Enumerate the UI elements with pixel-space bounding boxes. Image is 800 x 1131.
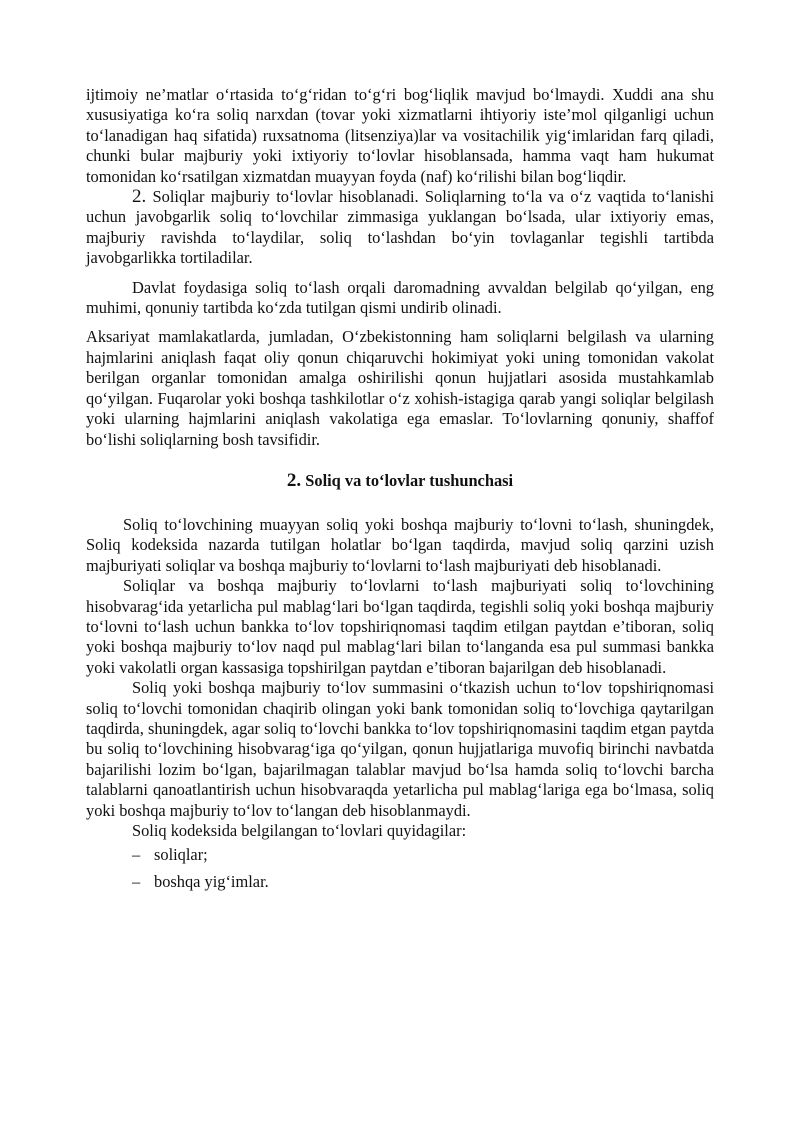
dash-marker: – bbox=[132, 845, 141, 865]
dash-marker: – bbox=[132, 871, 141, 891]
document-page bbox=[86, 85, 714, 898]
heading-title: Soliq va to‘lovlar tushunchasi bbox=[301, 470, 514, 490]
list-item bbox=[86, 845, 714, 865]
paragraph-obligation-fulfilled: Soliqlar va boshqa majburiy to‘lovlarni to‘lash majburiyati soliq to‘lovchining hisobvarag‘ida yetarlicha pul mablag‘lari bo‘lgan taqdirda, tegishli soliq yoki boshqa majburiy to‘lovni to‘lash uchun bankka to‘lov topshiriqnomasi taqdim etilgan paytdan e’tiboran, soliq yoki boshqa majburiy to‘lov naqd pul mablag‘lari bilan to‘langanda esa pul summasi bankka yoki vakolatli organ kassasiga topshirilgan paytdan e’tiboran bajarilgan deb hisoblanadi. bbox=[86, 576, 714, 677]
paragraph-continuation: ijtimoiy ne’matlar o‘rtasida to‘g‘ridan to‘g‘ri bog‘liqlik mavjud bo‘lmaydi. Xuddi ana shu xususiyatiga ko‘ra soliq narxdan (tovar yoki xizmatlarni ihtiyoriy iste’mol qilganligi uchun to‘lanadigan haq sifatida) ruxsatnoma (litsenziya)lar va vositachilik yig‘imlaridan farq qiladi, chunki bular majburiy yoki ixtiyoriy to‘lovlar hisoblansada, hamma vaqt ham hukumat tomonidan ko‘rsatilgan xizmatdan muayyan foyda (naf) ko‘rilishi bilan bog‘liqdir. bbox=[86, 85, 714, 186]
list-intro: Soliq kodeksida belgilangan to‘lovlari quyidagilar: bbox=[132, 821, 467, 840]
item-number: 2. bbox=[132, 186, 147, 208]
paragraph-not-considered-paid: Soliq yoki boshqa majburiy to‘lov summasini o‘tkazish uchun to‘lov topshiriqnomasi soliq to‘lovchi tomonidan chaqirib olingan yoki bank tomonidan soliq to‘lovchiga qaytarilgan taqdirda, shuningdek, agar soliq to‘lovchi bankka to‘lov topshiriqnomasini taqdim etgan paytda bu soliq to‘lovchining hisobvarag‘iga qo‘yilgan, qonun hujjatlariga muvofiq birinchi navbatda bajarilishi lozim bo‘lgan, bajarilmagan talablar mavjud bo‘lsa hamda soliq to‘lovchi barcha talablarni qanoatlantirish uchun hisobvaraqda yetarlicha pul mablag‘lariga ega bo‘lmasa, soliq yoki boshqa majburiy to‘lov to‘langan deb hisoblanmaydi. bbox=[86, 678, 714, 820]
paragraph-obligation-definition: Soliq to‘lovchining muayyan soliq yoki boshqa majburiy to‘lovni to‘lash, shuningdek, Soliq kodeksida nazarda tutilgan holatlar bo‘lgan taqdirda, mavjud soliq qarzini uzish majburiyati soliqlar va boshqa majburiy to‘lovlarni to‘lash majburiyati deb hisoblanadi. bbox=[86, 514, 714, 575]
paragraph-state-revenue: Davlat foydasiga soliq to‘lash orqali daromadning avvaldan belgilab qo‘yilgan, eng muhimi, qonuniy tartibda ko‘zda tutilgan qismi undirib olinadi. bbox=[86, 277, 714, 318]
list-item-text: soliqlar; bbox=[154, 845, 208, 865]
item-text: Soliqlar majburiy to‘lovlar hisoblanadi. Soliqlarning to‘la va o‘z vaqtida to‘lanishi uchun javobgarlik soliq to‘lovchilar zimmasiga yuklangan bo‘lsada, ular ixtiyoriy emas, majburiy ravishda to‘laydilar, soliq to‘lashdan bo‘yin tovlaganlar tegishli tartibda javobgarlikka tortiladilar. bbox=[86, 187, 714, 268]
section-heading bbox=[86, 470, 714, 492]
payments-list bbox=[86, 845, 714, 892]
heading-number: 2. bbox=[286, 469, 302, 491]
list-item-text: boshqa yig‘imlar. bbox=[154, 871, 269, 891]
list-item bbox=[86, 872, 714, 892]
paragraph-majority-countries: Aksariyat mamlakatlarda, jumladan, O‘zbekistonning ham soliqlarni belgilash va ularning hajmlarini aniqlash faqat oliy qonun chiqaruvchi hokimiyat yoki uning tomonidan vakolat berilgan organlar tomonidan amalga oshirilishi qonun hujjatlari asosida mustahkamlab qo‘yilgan. Fuqarolar yoki boshqa tashkilotlar o‘z xohish-istagiga qarab yangi soliqlar belgilash yoki ularning hajmlarini aniqlash vakolatiga ega emaslar. To‘lovlarning qonuniy, shaffof bo‘lishi soliqlarning bosh tavsifidir. bbox=[86, 327, 714, 449]
paragraph-item-2 bbox=[86, 187, 714, 269]
